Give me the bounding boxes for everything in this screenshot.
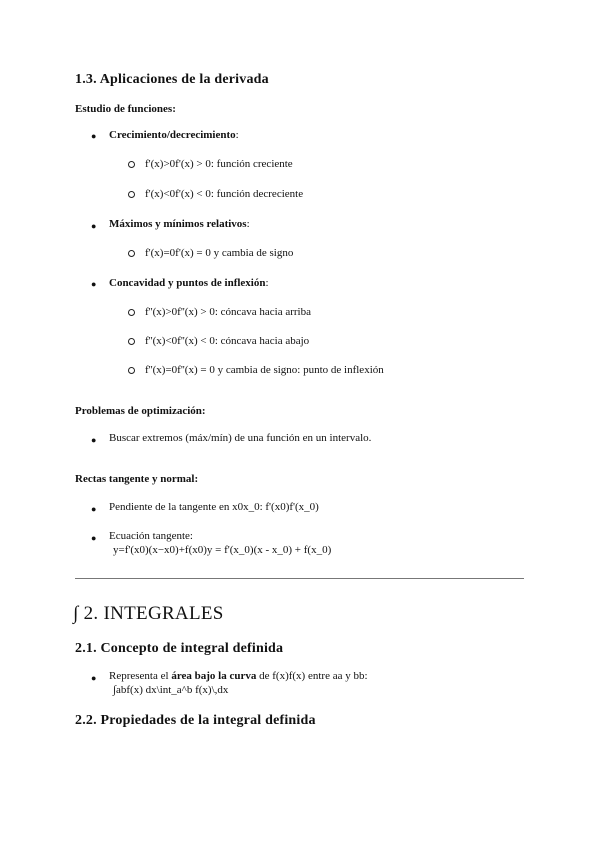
bullet-icon: ●	[91, 131, 97, 141]
section-2-2-title: 2.2. Propiedades de la integral definida	[75, 713, 316, 728]
optimizacion-heading: Problemas de optimización:	[75, 405, 206, 417]
circle-bullet-icon	[128, 250, 135, 257]
crecimiento-sub-item: f'(x)<0f'(x) < 0: función decreciente	[145, 188, 304, 200]
rectas-heading: Rectas tangente y normal:	[75, 473, 199, 485]
concavidad-sub-item: f''(x)<0f''(x) < 0: cóncava hacia abajo	[145, 335, 310, 347]
bullet-icon: ●	[91, 435, 97, 445]
estudio-heading: Estudio de funciones:	[75, 103, 176, 115]
section-1-3-title: 1.3. Aplicaciones de la derivada	[75, 72, 269, 87]
ecuacion-formula: y=f'(x0)(x−x0)+f(x0)y = f'(x_0)(x - x_0) + f(x_0)	[113, 544, 332, 556]
concavidad-sub-item: f''(x)=0f''(x) = 0 y cambia de signo: punto de inflexión	[145, 364, 384, 376]
bullet-icon: ●	[91, 221, 97, 231]
maximos-item	[109, 218, 250, 230]
bullet-icon: ●	[91, 673, 97, 683]
optimizacion-item: Buscar extremos (máx/mín) de una función en un intervalo.	[109, 432, 372, 444]
maximos-sub-item: f'(x)=0f'(x) = 0 y cambia de signo	[145, 247, 294, 259]
circle-bullet-icon	[128, 338, 135, 345]
crecimiento-sub-item: f'(x)>0f'(x) > 0: función creciente	[145, 158, 293, 170]
concepto-item	[109, 670, 368, 682]
integrales-title-text: 2. INTEGRALES	[83, 603, 224, 624]
section-2-1-title: 2.1. Concepto de integral definida	[75, 641, 284, 656]
bullet-icon: ●	[91, 504, 97, 514]
integral-formula: ∫abf(x) dx\int_a^b f(x)\,dx	[113, 684, 229, 696]
maximos-label: Máximos y mínimos relativos	[109, 218, 247, 230]
maximos-colon: :	[246, 218, 250, 230]
circle-bullet-icon	[128, 309, 135, 316]
bullet-icon: ●	[91, 279, 97, 289]
concavidad-item	[109, 277, 269, 289]
concepto-bold: área bajo la curva	[171, 670, 257, 682]
concavidad-sub-item: f''(x)>0f''(x) > 0: cóncava hacia arriba	[145, 306, 311, 318]
crecimiento-item	[109, 129, 239, 141]
circle-bullet-icon	[128, 191, 135, 198]
concepto-suffix: de f(x)f(x) entre aa y bb:	[256, 670, 368, 682]
crecimiento-label: Crecimiento/decrecimiento	[109, 129, 236, 141]
integrales-title	[73, 603, 224, 625]
circle-bullet-icon	[128, 161, 135, 168]
concavidad-label: Concavidad y puntos de inflexión	[109, 277, 266, 289]
circle-bullet-icon	[128, 367, 135, 374]
crecimiento-colon: :	[235, 129, 239, 141]
bullet-icon: ●	[91, 533, 97, 543]
pendiente-item: Pendiente de la tangente en x0x_0: f'(x0)f'(x_0)	[109, 501, 319, 513]
concepto-prefix: Representa el	[109, 670, 172, 682]
ecuacion-label: Ecuación tangente:	[109, 530, 193, 542]
section-divider	[75, 578, 524, 579]
integral-icon: ∫	[73, 603, 79, 624]
concavidad-colon: :	[265, 277, 269, 289]
